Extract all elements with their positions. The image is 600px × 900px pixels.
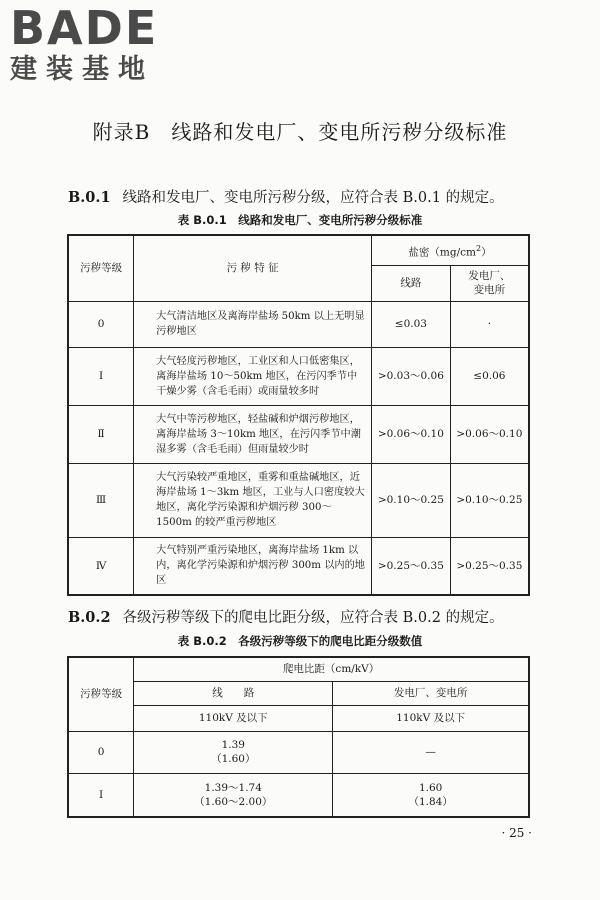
t2-header-creepage: 爬电比距（cm/kV） xyxy=(134,657,529,681)
t1-cell-line: ≤0.03 xyxy=(372,301,451,347)
clause-b02 xyxy=(68,606,504,627)
t1-cell-level: Ⅳ xyxy=(68,537,134,595)
t2-cell-level: Ⅰ xyxy=(68,773,134,817)
t2-header-plant-voltage: 110kV 及以下 xyxy=(333,705,529,731)
table-row xyxy=(68,301,529,347)
t1-cell-feature: 大气污染较严重地区，重雾和重盐碱地区，近海岸盐场 1～3km 地区，工业与人口密度较大地区，离化学污染源和炉烟污秽 300～1500m 的较严重污秽地区 xyxy=(134,463,372,537)
t1-header-line: 线路 xyxy=(372,265,451,301)
t1-header-salt-sup: 2 xyxy=(475,243,482,253)
t1-header-plant-l1: 发电厂、 xyxy=(468,270,511,282)
t2-header-line-voltage: 110kV 及以下 xyxy=(134,705,333,731)
t1-cell-feature: 大气特别严重污染地区，离海岸盐场 1km 以内，离化学污染源和炉烟污秽 300m 以内的地区 xyxy=(134,537,372,595)
t2-cell-line xyxy=(134,773,333,817)
table-row xyxy=(68,347,529,405)
t1-cell-line: >0.06～0.10 xyxy=(372,405,451,463)
clause-b02-text: 各级污秽等级下的爬电比距分级，应符合表 B.0.2 的规定。 xyxy=(122,610,504,626)
t1-cell-line: >0.25～0.35 xyxy=(372,537,451,595)
table-b02-caption: 表 B.0.2 各级污秽等级下的爬电比距分级数值 xyxy=(177,634,423,648)
t1-header-salt-density xyxy=(372,235,530,265)
table-row xyxy=(68,405,529,463)
logo-tagline: 建装基地 xyxy=(10,54,154,85)
t1-header-feature: 污 秽 特 征 xyxy=(134,235,372,301)
t2-plant-note: （1.84） xyxy=(408,795,453,808)
t1-header-plant xyxy=(450,265,529,301)
t1-header-plant-l2: 变电所 xyxy=(473,284,506,296)
t1-cell-plant: >0.25～0.35 xyxy=(450,537,529,595)
t2-cell-line xyxy=(134,731,333,773)
t1-cell-plant: ≤0.06 xyxy=(450,347,529,405)
t1-cell-level: Ⅱ xyxy=(68,405,134,463)
t1-cell-plant: >0.06～0.10 xyxy=(450,405,529,463)
t1-cell-plant: >0.10～0.25 xyxy=(450,463,529,537)
page-number: · 25 · xyxy=(501,826,532,840)
t1-cell-level: Ⅲ xyxy=(68,463,134,537)
t2-line-note: （1.60～2.00） xyxy=(194,795,273,808)
t1-header-level: 污秽等级 xyxy=(68,235,134,301)
clause-b01 xyxy=(68,186,504,207)
t1-cell-line: >0.03～0.06 xyxy=(372,347,451,405)
table-b01 xyxy=(67,234,530,596)
brand-logo xyxy=(10,1,180,86)
table-row xyxy=(68,731,529,773)
t1-cell-level: 0 xyxy=(68,301,134,347)
table-row xyxy=(68,773,529,817)
t2-line-note: （1.60） xyxy=(211,753,256,765)
t1-cell-line: >0.10～0.25 xyxy=(372,463,451,537)
t1-cell-plant: · xyxy=(450,301,529,347)
clause-b01-number: B.0.1 xyxy=(68,189,111,206)
clause-b02-number: B.0.2 xyxy=(68,609,111,626)
table-row xyxy=(68,537,529,595)
t2-header-plant: 发电厂、变电所 xyxy=(333,681,529,705)
t2-header-level: 污秽等级 xyxy=(68,657,134,731)
t1-cell-level: Ⅰ xyxy=(68,347,134,405)
logo-brand-text: BADE xyxy=(10,1,159,55)
t2-cell-plant xyxy=(333,731,529,773)
t2-line-value: 1.39～1.74 xyxy=(204,781,262,794)
table-b01-caption: 表 B.0.1 线路和发电厂、变电所污秽分级标准 xyxy=(177,213,423,227)
t2-plant-value: — xyxy=(425,746,436,758)
clause-b01-text: 线路和发电厂、变电所污秽分级，应符合表 B.0.1 的规定。 xyxy=(122,190,504,206)
table-b02 xyxy=(67,656,530,818)
table-row xyxy=(68,463,529,537)
t1-cell-feature: 大气轻度污秽地区，工业区和人口低密集区，离海岸盐场 10～50km 地区，在污闪季节中干燥少雾（含毛毛雨）或雨量较多时 xyxy=(134,347,372,405)
t2-header-line: 线 路 xyxy=(134,681,333,705)
appendix-title: 附录B 线路和发电厂、变电所污秽分级标准 xyxy=(92,120,508,144)
t1-cell-feature: 大气中等污秽地区，轻盐碱和炉烟污秽地区，离海岸盐场 3～10km 地区，在污闪季节中潮湿多雾（含毛毛雨）但雨量较少时 xyxy=(134,405,372,463)
t2-cell-level: 0 xyxy=(68,731,134,773)
t2-plant-value: 1.60 xyxy=(418,781,443,794)
t1-header-salt-close: ） xyxy=(481,246,492,258)
t1-cell-feature: 大气清洁地区及离海岸盐场 50km 以上无明显污秽地区 xyxy=(134,301,372,347)
t2-line-value: 1.39 xyxy=(221,739,245,751)
t2-cell-plant xyxy=(333,773,529,817)
t1-header-salt-label: 盐密（mg/cm xyxy=(408,246,476,258)
